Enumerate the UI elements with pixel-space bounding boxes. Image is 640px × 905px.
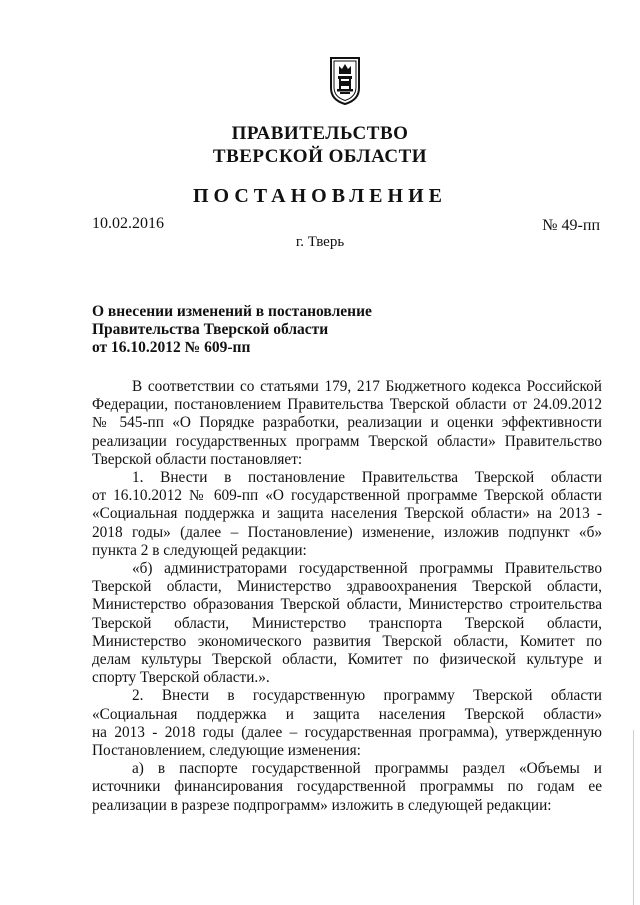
- body-line: Тверской области, Министерство здравоохранения Тверской области,: [92, 578, 602, 596]
- body-line: реализации в разрезе подпрограмм» изложить в следующей редакции:: [92, 796, 552, 814]
- body-line: 2. Внести в государственную программу Тверской области: [132, 687, 602, 705]
- body-line: «б) администраторами государственной программы Правительство: [132, 560, 602, 578]
- government-name-line2: ТВЕРСКОЙ ОБЛАСТИ: [212, 146, 428, 167]
- paragraph-preamble: [92, 378, 602, 469]
- document-date: 10.02.2016: [92, 215, 164, 232]
- body-line: а) в паспорте государственной программы раздел «Объемы и: [132, 760, 602, 778]
- document-body: [92, 378, 602, 815]
- government-name-line1: ПРАВИТЕЛЬСТВО: [231, 123, 409, 144]
- body-line: Министерство образования Тверской области, Министерство строительства: [92, 596, 602, 614]
- body-line: В соответствии со статьями 179, 217 Бюджетного кодекса Российской: [132, 378, 602, 395]
- body-line: реализации государственных программ Тверской области» Правительство: [92, 432, 602, 450]
- body-line: пункта 2 в следующей редакции:: [92, 541, 307, 559]
- document-city: г. Тверь: [295, 234, 345, 250]
- body-line: спорту Тверской области.».: [92, 669, 270, 687]
- scan-edge-line: [633, 730, 634, 905]
- body-line: «Социальная поддержка и защита населения Тверской области» на 2013 -: [92, 505, 602, 523]
- paragraph-subitem-a: [92, 760, 602, 815]
- body-line: № 545-пп «О Порядке разработки, реализации и оценки эффективности: [92, 414, 602, 432]
- body-line: Тверской области, Министерство транспорта Тверской области,: [92, 614, 602, 632]
- body-line: 2018 годы» (далее – Постановление) изменение, изложив подпункт «б»: [92, 523, 602, 541]
- coat-of-arms-icon: [328, 54, 362, 106]
- body-line: Федерации, постановлением Правительства Тверской области от 24.09.2012: [92, 396, 602, 414]
- document-number: № 49-пп: [542, 217, 600, 234]
- subject-line: О внесении изменений в постановление: [92, 303, 372, 320]
- paragraph-item-2: [92, 687, 602, 760]
- paragraph-item-1: [92, 469, 602, 560]
- paragraph-quote: [92, 560, 602, 687]
- body-line: источники финансирования государственной программы по годам ее: [92, 778, 602, 796]
- body-line: делам культуры Тверской области, Комитет по физической культуре и: [92, 651, 602, 669]
- document-type: ПОСТАНОВЛЕНИЕ: [193, 185, 447, 207]
- subject-line: Правительства Тверской области: [92, 321, 329, 338]
- body-line: Министерство экономического развития Тверской области, Комитет по: [92, 632, 602, 650]
- body-line: 1. Внести в постановление Правительства Тверской области: [132, 469, 602, 487]
- document-subject: [92, 303, 372, 357]
- body-line: от 16.10.2012 № 609-пп «О государственной программе Тверской области: [92, 487, 602, 505]
- body-line: «Социальная поддержка и защита населения Тверской области»: [92, 705, 602, 723]
- body-line: на 2013 - 2018 годы (далее – государственная программа), утвержденную: [92, 723, 602, 741]
- body-line: Тверской области постановляет:: [92, 450, 303, 468]
- body-line: Постановлением, следующие изменения:: [92, 742, 361, 760]
- subject-line: от 16.10.2012 № 609-пп: [92, 339, 251, 356]
